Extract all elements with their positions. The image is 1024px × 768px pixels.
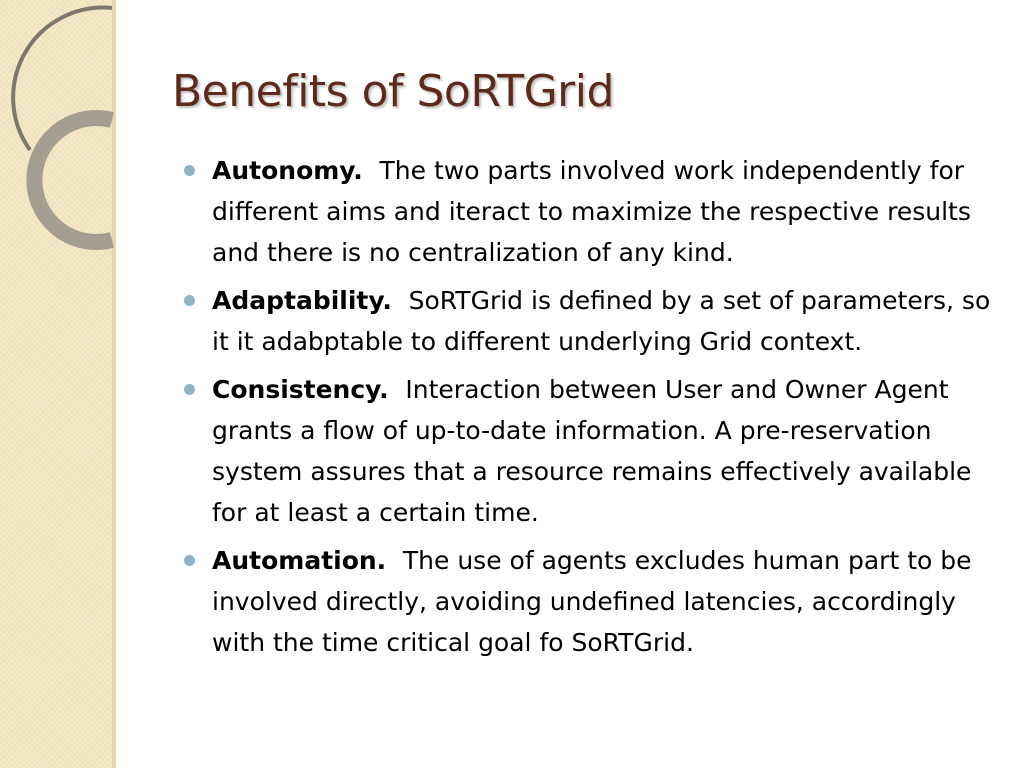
decorative-ring-thick [34, 118, 112, 242]
bullet-term: Adaptability. [212, 286, 392, 315]
bullet-text: The two parts involved work independently for different aims and iteract to maximize the respective results and there is no centralization of any kind. [212, 156, 971, 267]
bullet-autonomy [212, 150, 1002, 273]
decorative-rings [0, 0, 140, 300]
bullet-automation [212, 540, 1002, 663]
bullet-term: Autonomy. [212, 156, 363, 185]
bullet-adaptability [212, 280, 1002, 362]
slide-title: Benefits of SoRTGrid [172, 66, 614, 117]
bullet-dot-icon [184, 555, 195, 566]
bullet-dot-icon [184, 295, 195, 306]
bullet-term: Automation. [212, 546, 387, 575]
bullet-text: Interaction between User and Owner Agent grants a flow of up-to-date information. A pre-reservation system assures that a resource remains effectively available for at least a certain time. [212, 375, 972, 527]
bullet-dot-icon [184, 384, 195, 395]
bullet-text: SoRTGrid is defined by a set of parameters, so it it adabptable to different underlying Grid context. [212, 286, 991, 356]
bullet-list [212, 150, 1002, 670]
bullet-text: The use of agents excludes human part to be involved directly, avoiding undefined latencies, accordingly with the time critical goal fo SoRTGrid. [212, 546, 972, 657]
bullet-dot-icon [184, 165, 195, 176]
bullet-term: Consistency. [212, 375, 389, 404]
bullet-consistency [212, 369, 1002, 533]
